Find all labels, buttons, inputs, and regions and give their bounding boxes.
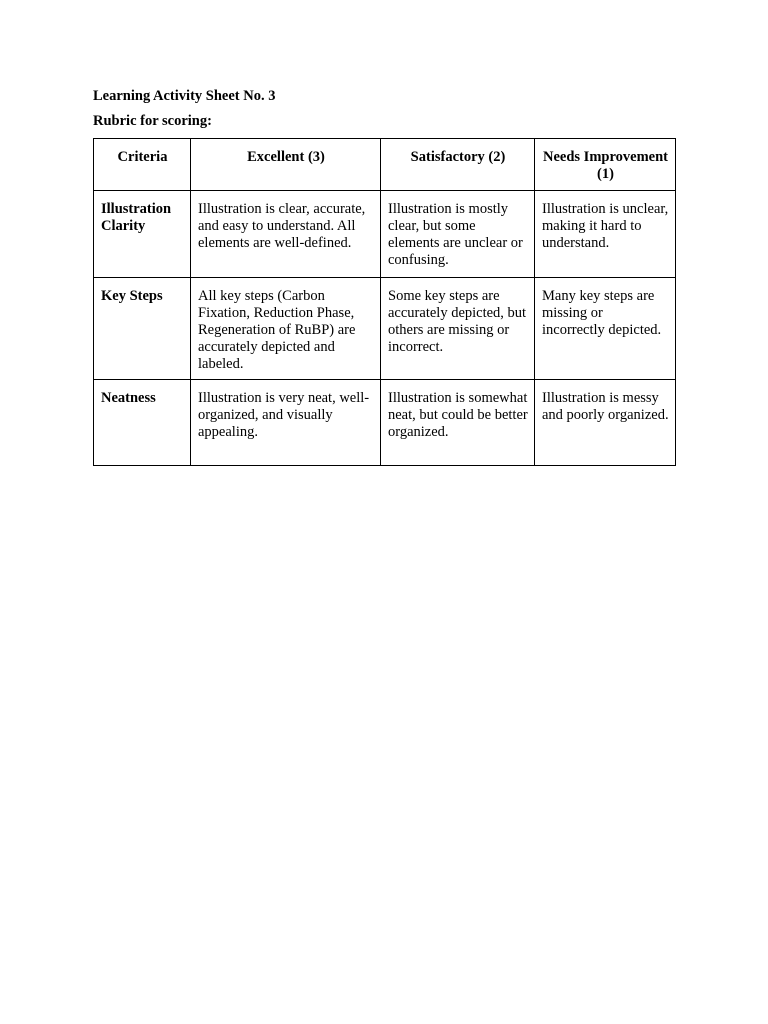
needs-improvement-cell: Illustration is messy and poorly organized. [535,380,676,466]
header-satisfactory: Satisfactory (2) [381,139,535,191]
header-excellent: Excellent (3) [191,139,381,191]
satisfactory-cell: Some key steps are accurately depicted, but others are missing or incorrect. [381,278,535,380]
needs-improvement-cell: Illustration is unclear, making it hard to understand. [535,191,676,278]
excellent-cell: Illustration is clear, accurate, and easy to understand. All elements are well-defined. [191,191,381,278]
table-row [94,278,676,380]
rubric-table [93,138,676,466]
table-row [94,191,676,278]
excellent-cell: Illustration is very neat, well-organized, and visually appealing. [191,380,381,466]
table-row [94,380,676,466]
criteria-cell: Neatness [94,380,191,466]
rubric-header-row [94,139,676,191]
header-criteria: Criteria [94,139,191,191]
needs-improvement-cell: Many key steps are missing or incorrectly depicted. [535,278,676,380]
criteria-cell: Key Steps [94,278,191,380]
satisfactory-cell: Illustration is somewhat neat, but could be better organized. [381,380,535,466]
document-subtitle: Rubric for scoring: [93,113,212,129]
excellent-cell: All key steps (Carbon Fixation, Reduction Phase, Regeneration of RuBP) are accurately depicted and labeled. [191,278,381,380]
header-needs-improvement: Needs Improvement (1) [535,139,676,191]
document-title: Learning Activity Sheet No. 3 [93,88,276,104]
criteria-cell: Illustration Clarity [94,191,191,278]
satisfactory-cell: Illustration is mostly clear, but some elements are unclear or confusing. [381,191,535,278]
